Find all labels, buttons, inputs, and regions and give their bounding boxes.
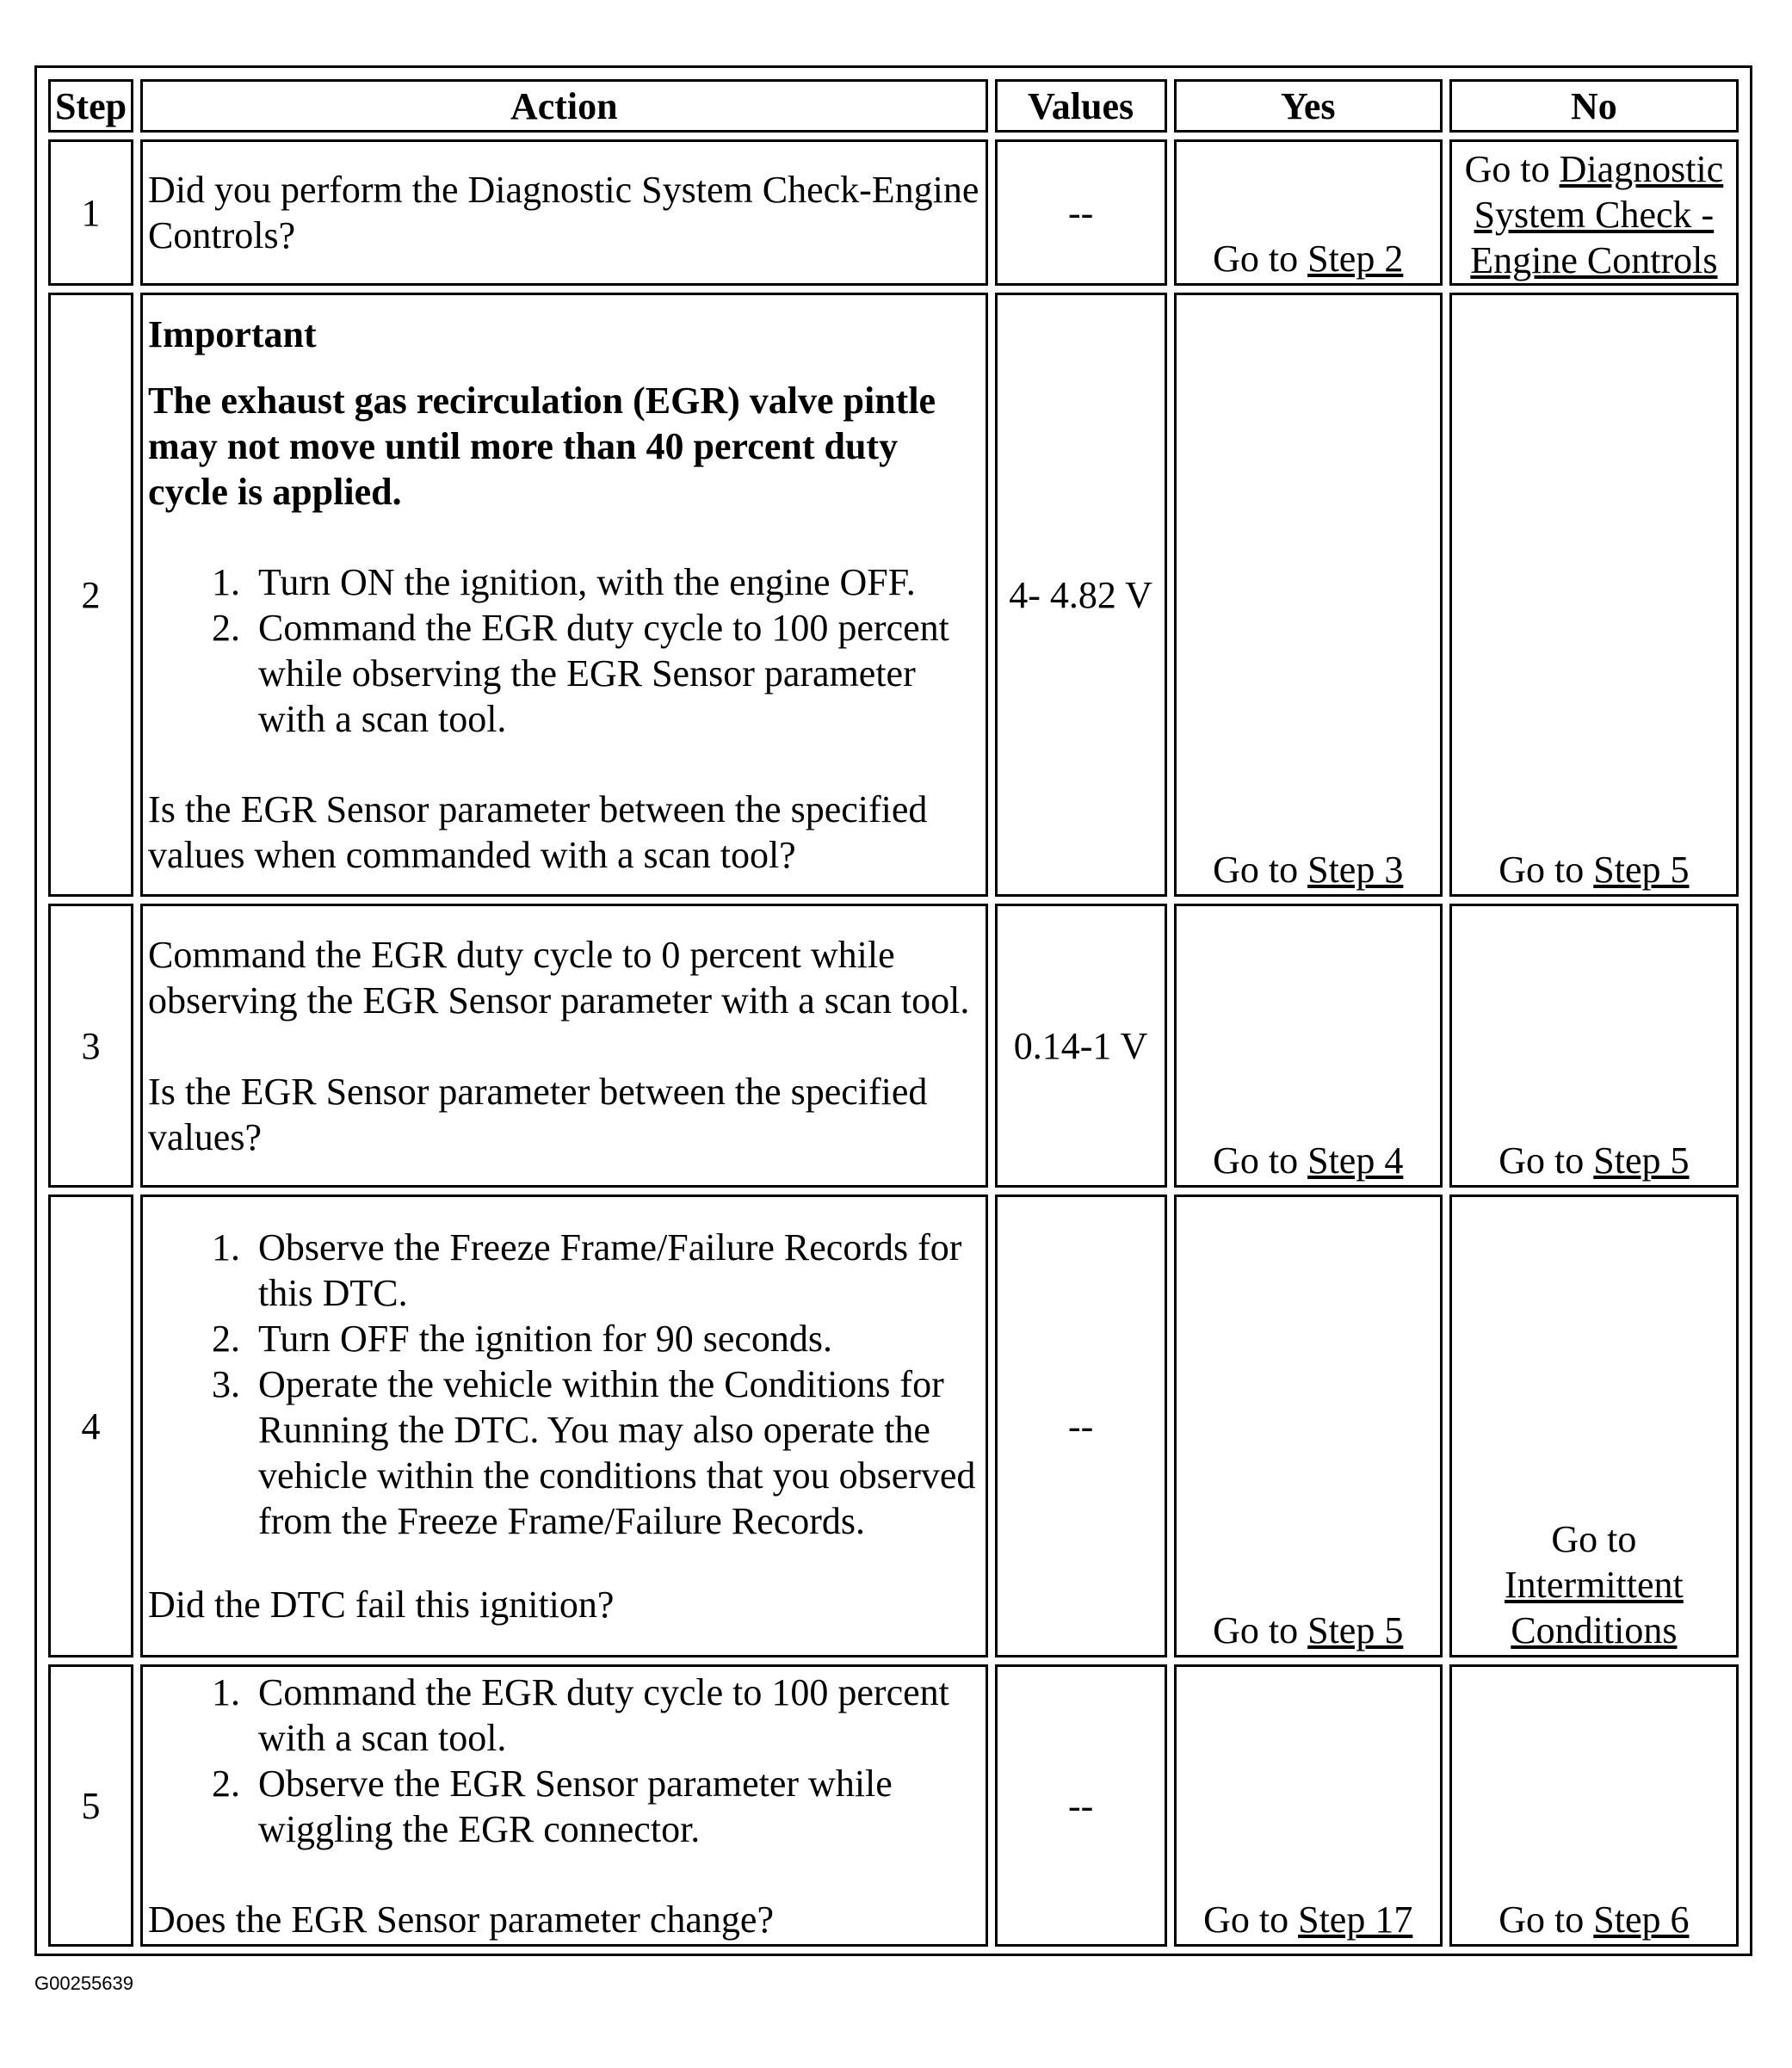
no-link[interactable]: Step 6 <box>1593 1898 1690 1941</box>
action-list <box>148 1225 980 1544</box>
no-link[interactable]: Step 5 <box>1593 1139 1690 1182</box>
values-cell: -- <box>995 139 1167 286</box>
yes-cell <box>1174 1195 1443 1657</box>
header-yes: Yes <box>1174 79 1443 133</box>
values-cell: 4- 4.82 V <box>995 293 1167 897</box>
yes-link[interactable]: Step 2 <box>1307 238 1404 280</box>
header-action: Action <box>140 79 988 133</box>
yes-prefix: Go to <box>1203 1898 1299 1941</box>
action-text: Command the EGR duty cycle to 0 percent while observing the EGR Sensor parameter with a scan tool. <box>148 933 970 1022</box>
no-prefix: Go to <box>1464 148 1560 190</box>
yes-link[interactable]: Step 3 <box>1307 849 1404 891</box>
step-number: 3 <box>48 904 133 1188</box>
values-cell: -- <box>995 1195 1167 1657</box>
values-cell: 0.14-1 V <box>995 904 1167 1188</box>
no-cell <box>1449 1664 1739 1947</box>
no-prefix: Go to <box>1498 849 1594 891</box>
action-list <box>148 559 980 742</box>
yes-cell <box>1174 904 1443 1188</box>
action-text: Did you perform the Diagnostic System Check-Engine Controls? <box>148 169 979 256</box>
yes-prefix: Go to <box>1213 1609 1308 1651</box>
important-body: The exhaust gas recirculation (EGR) valve pintle may not move until more than 40 percent duty cycle is applied. <box>148 380 936 513</box>
no-cell <box>1449 1195 1739 1657</box>
action-cell <box>140 1195 988 1657</box>
yes-link[interactable]: Step 4 <box>1307 1139 1404 1182</box>
list-item: 2. Command the EGR duty cycle to 100 percent while observing the EGR Sensor parameter with a scan tool. <box>250 605 980 742</box>
important-title: Important <box>148 313 317 355</box>
step-number: 5 <box>48 1664 133 1947</box>
list-item: 2. Observe the EGR Sensor parameter while wiggling the EGR connector. <box>250 1761 980 1852</box>
diagnostic-table <box>41 72 1746 1954</box>
step-number: 4 <box>48 1195 133 1657</box>
step-number: 1 <box>48 139 133 286</box>
list-item: 3. Operate the vehicle within the Conditions for Running the DTC. You may also operate the vehicle within the conditions that you observed from the Freeze Frame/Failure Records. <box>250 1361 980 1544</box>
table-row <box>48 139 1739 286</box>
action-question: Is the EGR Sensor parameter between the specified values? <box>148 1070 928 1158</box>
header-values: Values <box>995 79 1167 133</box>
no-cell <box>1449 293 1739 897</box>
header-row <box>48 79 1739 133</box>
yes-prefix: Go to <box>1213 238 1308 280</box>
table-row <box>48 1195 1739 1657</box>
action-question: Does the EGR Sensor parameter change? <box>148 1898 774 1941</box>
yes-cell <box>1174 1664 1443 1947</box>
no-prefix: Go to <box>1498 1898 1594 1941</box>
yes-cell <box>1174 139 1443 286</box>
figure-id: G00255639 <box>34 1972 133 1994</box>
yes-cell <box>1174 293 1443 897</box>
list-item: 1. Turn ON the ignition, with the engine OFF. <box>250 559 980 605</box>
no-link[interactable]: Step 5 <box>1593 849 1690 891</box>
table-row <box>48 904 1739 1188</box>
no-cell <box>1449 904 1739 1188</box>
header-no: No <box>1449 79 1739 133</box>
yes-link[interactable]: Step 17 <box>1298 1898 1413 1941</box>
yes-prefix: Go to <box>1213 849 1308 891</box>
action-cell <box>140 293 988 897</box>
action-question: Is the EGR Sensor parameter between the specified values when commanded with a scan tool? <box>148 788 928 876</box>
no-prefix: Go to <box>1498 1139 1594 1182</box>
action-cell <box>140 1664 988 1947</box>
list-item: 2. Turn OFF the ignition for 90 seconds. <box>250 1316 980 1361</box>
table-row <box>48 293 1739 897</box>
action-list <box>148 1670 980 1852</box>
no-link[interactable]: Intermittent Conditions <box>1505 1564 1684 1651</box>
action-cell <box>140 904 988 1188</box>
yes-link[interactable]: Step 5 <box>1307 1609 1404 1651</box>
list-item: 1. Observe the Freeze Frame/Failure Records for this DTC. <box>250 1225 980 1316</box>
action-question: Did the DTC fail this ignition? <box>148 1583 615 1626</box>
no-link[interactable]: Diagnostic System Check - Engine Controls <box>1470 148 1724 281</box>
table-row <box>48 1664 1739 1947</box>
action-cell <box>140 139 988 286</box>
values-cell: -- <box>995 1664 1167 1947</box>
step-number: 2 <box>48 293 133 897</box>
no-cell <box>1449 139 1739 286</box>
header-step: Step <box>48 79 133 133</box>
no-prefix: Go to <box>1551 1518 1637 1560</box>
list-item: 1. Command the EGR duty cycle to 100 percent with a scan tool. <box>250 1670 980 1761</box>
yes-prefix: Go to <box>1213 1139 1308 1182</box>
